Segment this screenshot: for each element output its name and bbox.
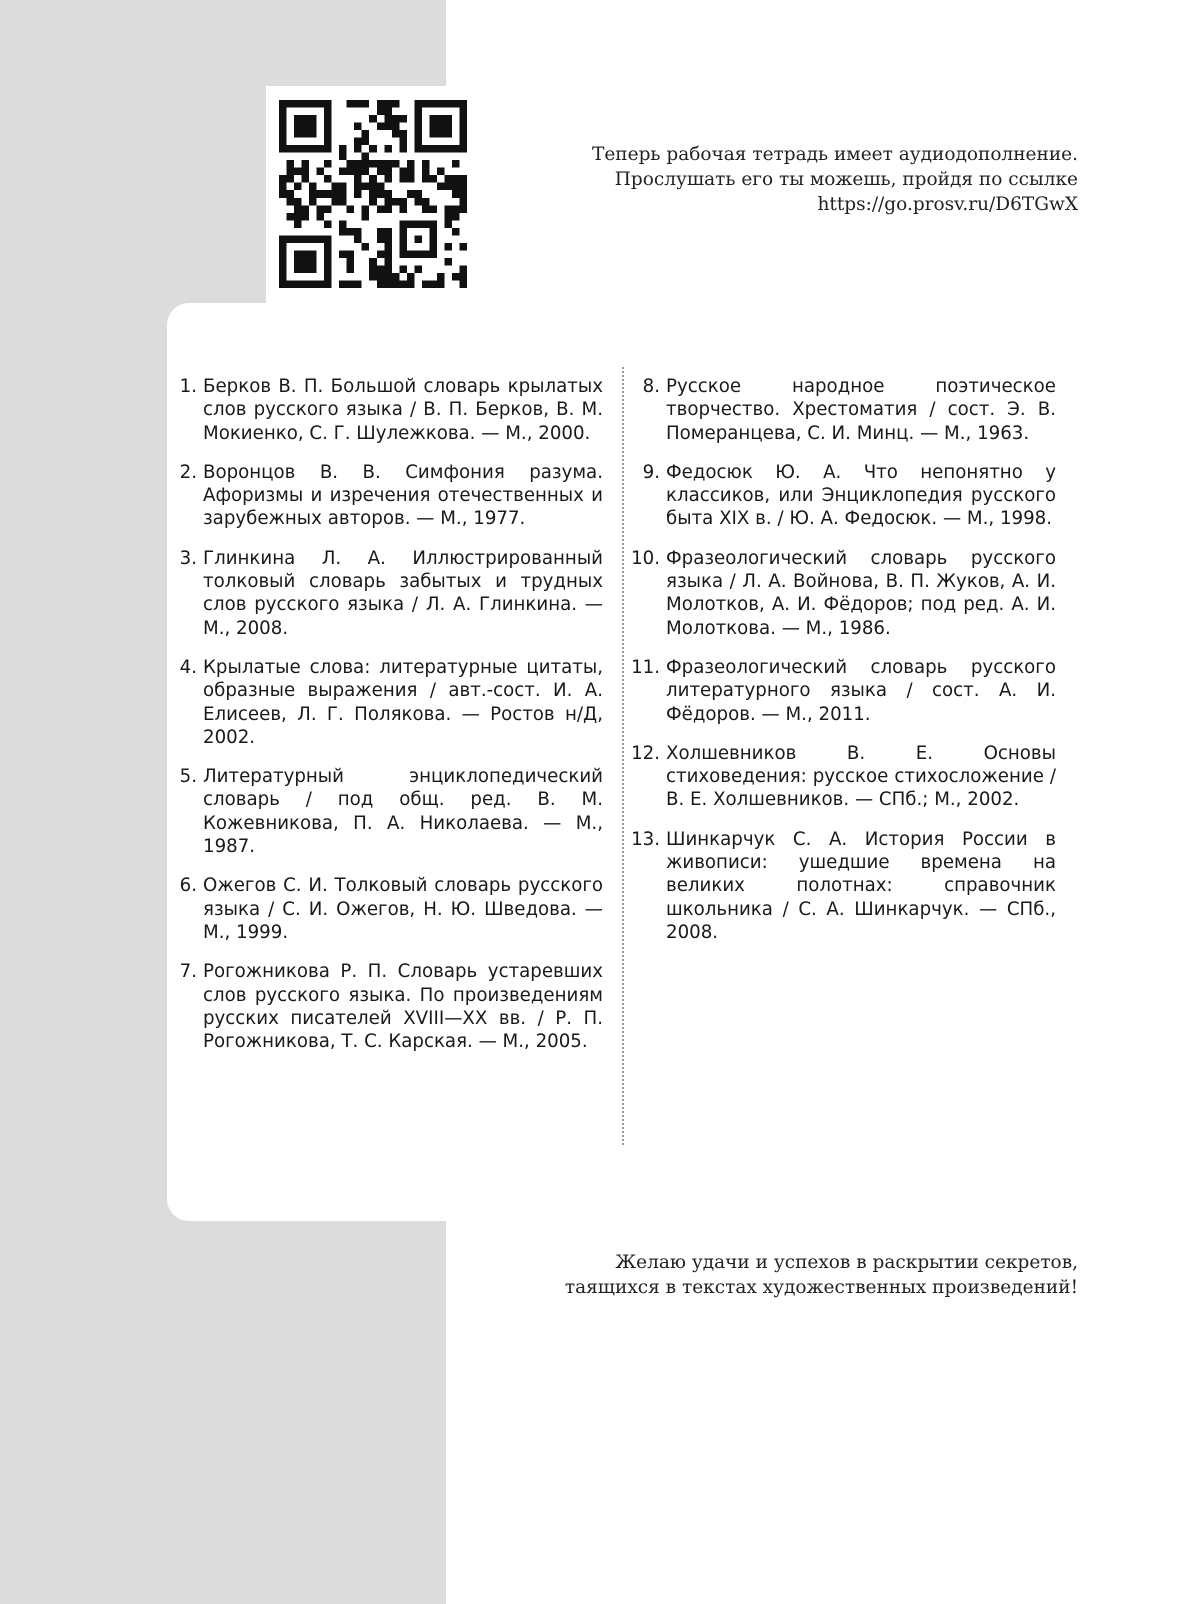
reference-text: Воронцов В. В. Симфония разума. Афоризмы и изречения отечественных и зарубежных авторов. — М., 1977.	[203, 461, 603, 530]
reference-text: Ожегов С. И. Толковый словарь русского языка / С. И. Ожегов, Н. Ю. Шведова. — М., 1999.	[203, 875, 603, 943]
reference-item	[632, 461, 1056, 531]
reference-number: 1.	[179, 376, 197, 397]
closing-wish	[438, 1250, 1078, 1300]
reference-item	[167, 874, 603, 944]
reference-item	[167, 375, 603, 445]
reference-number: 8.	[642, 376, 660, 397]
reference-item	[167, 656, 603, 749]
audio-note-line-1: Теперь рабочая тетрадь имеет аудиодополнение.	[592, 144, 1078, 165]
reference-number: 4.	[179, 656, 197, 678]
reference-item	[167, 960, 603, 1053]
reference-text: Фразеологический словарь русского литературного языка / сост. А. И. Фёдоров. — М., 2011.	[666, 656, 1056, 725]
reference-number: 5.	[179, 766, 197, 788]
column-divider	[622, 367, 624, 1145]
reference-number: 13.	[631, 828, 660, 850]
qr-code-icon[interactable]	[279, 100, 467, 288]
references-card	[167, 303, 1200, 1221]
audio-link[interactable]: https://go.prosv.ru/D6TGwX	[817, 194, 1078, 215]
reference-number: 2.	[179, 461, 197, 483]
closing-line-2: таящихся в текстах художественных произведений!	[564, 1277, 1078, 1298]
reference-number: 3.	[179, 547, 197, 569]
reference-text: Глинкина Л. А. Иллюстрированный толковый словарь забытых и трудных слов русского языка / Л. А. Глинкина. — М., 2008.	[203, 547, 603, 639]
reference-text: Литературный энциклопедический словарь / под общ. ред. В. М. Кожевникова, П. А. Николаева. — М., 1987.	[203, 766, 603, 858]
closing-line-1: Желаю удачи и успехов в раскрытии секретов,	[615, 1252, 1078, 1273]
reference-text: Рогожникова Р. П. Словарь устаревших слов русского языка. По произведениям русских писателей XVIII—XX вв. / Р. П. Рогожникова, Т. С. Карская. — М., 2005.	[203, 961, 603, 1053]
reference-item	[632, 742, 1056, 812]
references-left-column	[167, 375, 603, 1069]
reference-item	[632, 656, 1056, 726]
reference-item	[632, 828, 1056, 944]
reference-number: 10.	[631, 547, 660, 569]
reference-number: 7.	[179, 961, 197, 983]
reference-item	[167, 461, 603, 531]
reference-text: Крылатые слова: литературные цитаты, образные выражения / авт.-сост. И. А. Елисеев, Л. Г. Полякова. — Ростов н/Д, 2002.	[203, 656, 603, 748]
audio-note-line-2: Прослушать его ты можешь, пройдя по ссылке	[614, 169, 1078, 190]
reference-text: Федосюк Ю. А. Что непонятно у классиков, или Энциклопедия русского быта XIX в. / Ю. А. Федосюк. — М., 1998.	[666, 461, 1056, 530]
reference-text: Шинкарчук С. А. История России в живописи: ушедшие времена на великих полотнах: справочник школьника / С. А. Шинкарчук. — СПб., 2008.	[666, 828, 1056, 943]
references-right-column	[632, 375, 1056, 960]
reference-item	[632, 547, 1056, 640]
reference-item	[167, 765, 603, 858]
reference-text: Холшевников В. Е. Основы стиховедения: русское стихосложение / В. Е. Холшевников. — СПб.; М., 2002.	[666, 742, 1056, 811]
reference-text: Русское народное поэтическое творчество. Хрестоматия / сост. Э. В. Померанцева, С. И. Минц. — М., 1963.	[666, 376, 1056, 444]
qr-code-panel	[266, 86, 466, 306]
reference-number: 9.	[642, 461, 660, 483]
reference-text: Берков В. П. Большой словарь крылатых слов русского языка / В. П. Берков, В. М. Мокиенко, С. Г. Шулежкова. — М., 2000.	[203, 376, 603, 444]
reference-number: 6.	[179, 875, 197, 897]
reference-item	[632, 375, 1056, 445]
reference-number: 11.	[631, 656, 660, 678]
audio-supplement-note	[518, 142, 1078, 217]
reference-number: 12.	[631, 742, 660, 764]
reference-text: Фразеологический словарь русского языка / Л. А. Войнова, В. П. Жуков, А. И. Молотков, А. И. Фёдоров; под ред. А. И. Молоткова. — М., 1986.	[666, 547, 1056, 639]
reference-item	[167, 547, 603, 640]
